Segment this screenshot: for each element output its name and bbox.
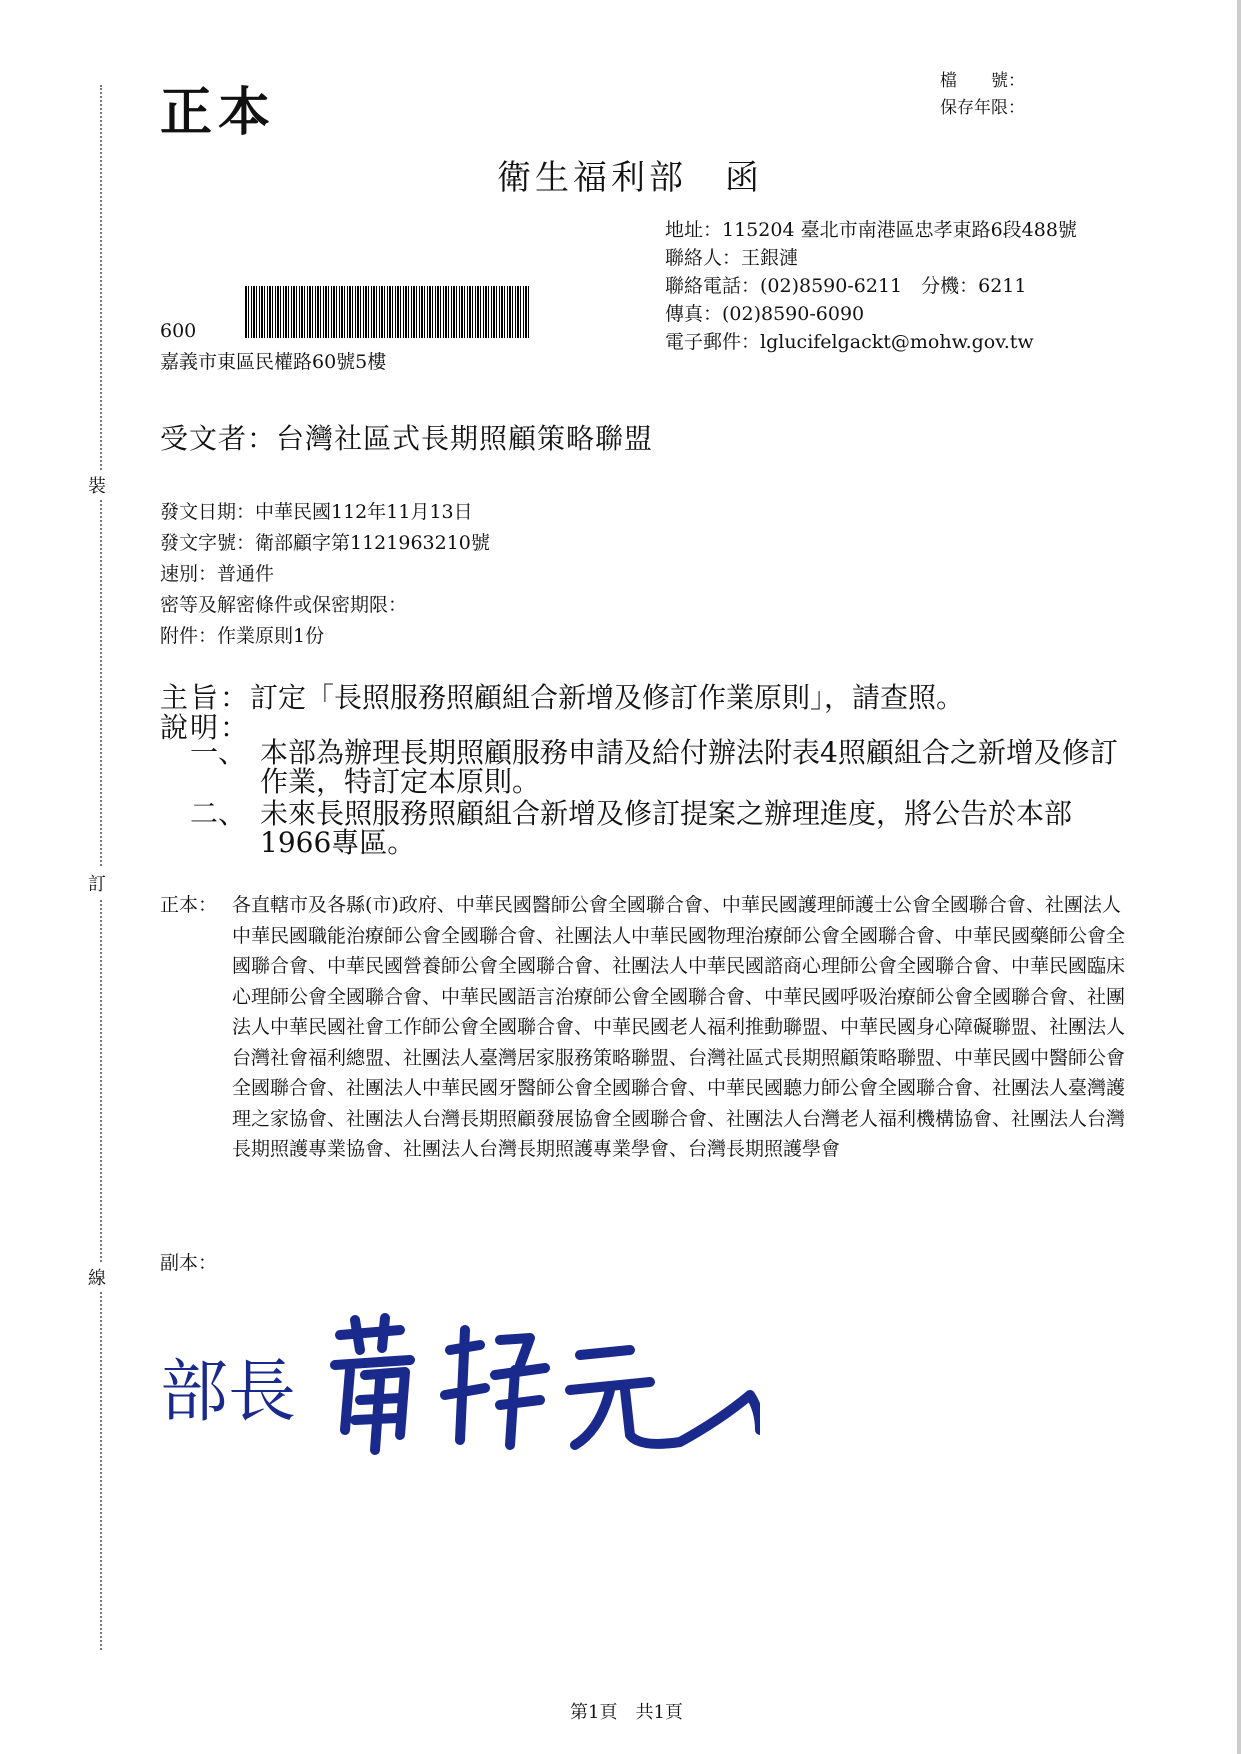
recipient-postal-code: 600: [160, 320, 197, 342]
binding-mark-ding: 訂: [88, 868, 106, 898]
addressee: 受文者：台灣社區式長期照顧策略聯盟: [160, 422, 654, 455]
signature-title: 部長: [160, 1353, 297, 1432]
original-copy-mark: 正本: [160, 82, 277, 143]
distribution-text: 各直轄市及各縣(市)政府、中華民國醫師公會全國聯合會、中華民國護理師護士公會全國聯合會、社團法人中華民國職能治療師公會全國聯合會、社團法人中華民國物理治療師公會全國聯合會、中華民國藥師公會全國聯合會、中華民國營養師公會全國聯合會、社團法人中華民國諮商心理師公會全國聯合會、中華民國臨床心理師公會全國聯合會、中華民國語言治療師公會全國聯合會、中華民國呼吸治療師公會全國聯合會、社團法人中華民國社會工作師公會全國聯合會、中華民國老人福利推動聯盟、中華民國身心障礙聯盟、社團法人台灣社會福利總盟、社團法人臺灣居家服務策略聯盟、台灣社區式長期照顧策略聯盟、中華民國中醫師公會全國聯合會、社團法人中華民國牙醫師公會全國聯合會、中華民國聽力師公會全國聯合會、社團法人臺灣護理之家協會、社團法人台灣長期照顧發展協會全國聯合會、社團法人台灣老人福利機構協會、社團法人台灣長期照護專業協會、社團法人台灣長期照護專業學會、台灣長期照護學會: [232, 894, 1126, 1160]
handwritten-signature-icon: [335, 1318, 760, 1450]
delivery-speed: 速別：普通件: [160, 563, 275, 585]
binding-mark-zhuang: 裝: [88, 470, 106, 500]
distribution-label: 正本：: [160, 894, 218, 916]
distribution-list: [160, 890, 1125, 1165]
subject-block: [160, 683, 964, 743]
issue-date: 發文日期：中華民國112年11月13日: [160, 501, 473, 523]
item-number: 一、: [190, 736, 247, 769]
sender-address: 地址：115204 臺北市南港區忠孝東路6段488號: [665, 219, 1077, 241]
attachment: 附件：作業原則1份: [160, 625, 325, 647]
sender-contact: [665, 216, 1077, 356]
document-meta: [160, 497, 490, 652]
document-number: 發文字號：衛部顧字第1121963210號: [160, 532, 490, 554]
file-meta: [940, 68, 1025, 122]
item-text: 未來長照服務照顧組合新增及修訂提案之辦理進度，將公告於本部1966專區。: [260, 797, 1073, 859]
file-number: 檔 號：: [940, 71, 1025, 91]
contact-person: 聯絡人：王銀漣: [665, 247, 799, 269]
explanation-label: 說明：: [160, 711, 251, 744]
explanation-list: [190, 738, 1125, 860]
subject-line: [160, 683, 964, 713]
contact-email: 電子郵件：lglucifelgackt@mohw.gov.tw: [665, 331, 1034, 353]
subject-text: 訂定「長照服務照顧組合新增及修訂作業原則」，請查照。: [250, 681, 965, 714]
confidentiality: 密等及解密條件或保密期限：: [160, 594, 408, 616]
barcode: [245, 286, 530, 338]
item-text: 本部為辦理長期照顧服務申請及給付辦法附表4照顧組合之新增及修訂作業，特訂定本原則。: [260, 736, 1118, 798]
document-title: 衛生福利部 函: [497, 158, 763, 198]
signature: [160, 1310, 760, 1460]
page-edge: [1237, 0, 1241, 1754]
binding-mark-xian: 線: [88, 1262, 106, 1292]
subject-label: 主旨：: [160, 681, 251, 714]
list-item: [190, 799, 1125, 857]
page-footer: 第1頁 共1頁: [570, 1702, 683, 1723]
list-item: [190, 738, 1125, 796]
cc-label: 副本：: [160, 1252, 218, 1274]
item-number: 二、: [190, 797, 247, 830]
contact-fax: 傳真：(02)8590-6090: [665, 303, 865, 325]
recipient-address: 嘉義市東區民權路60號5樓: [160, 351, 387, 373]
contact-phone: 聯絡電話：(02)8590-6211 分機：6211: [665, 275, 1027, 297]
retention-period: 保存年限：: [940, 98, 1025, 118]
